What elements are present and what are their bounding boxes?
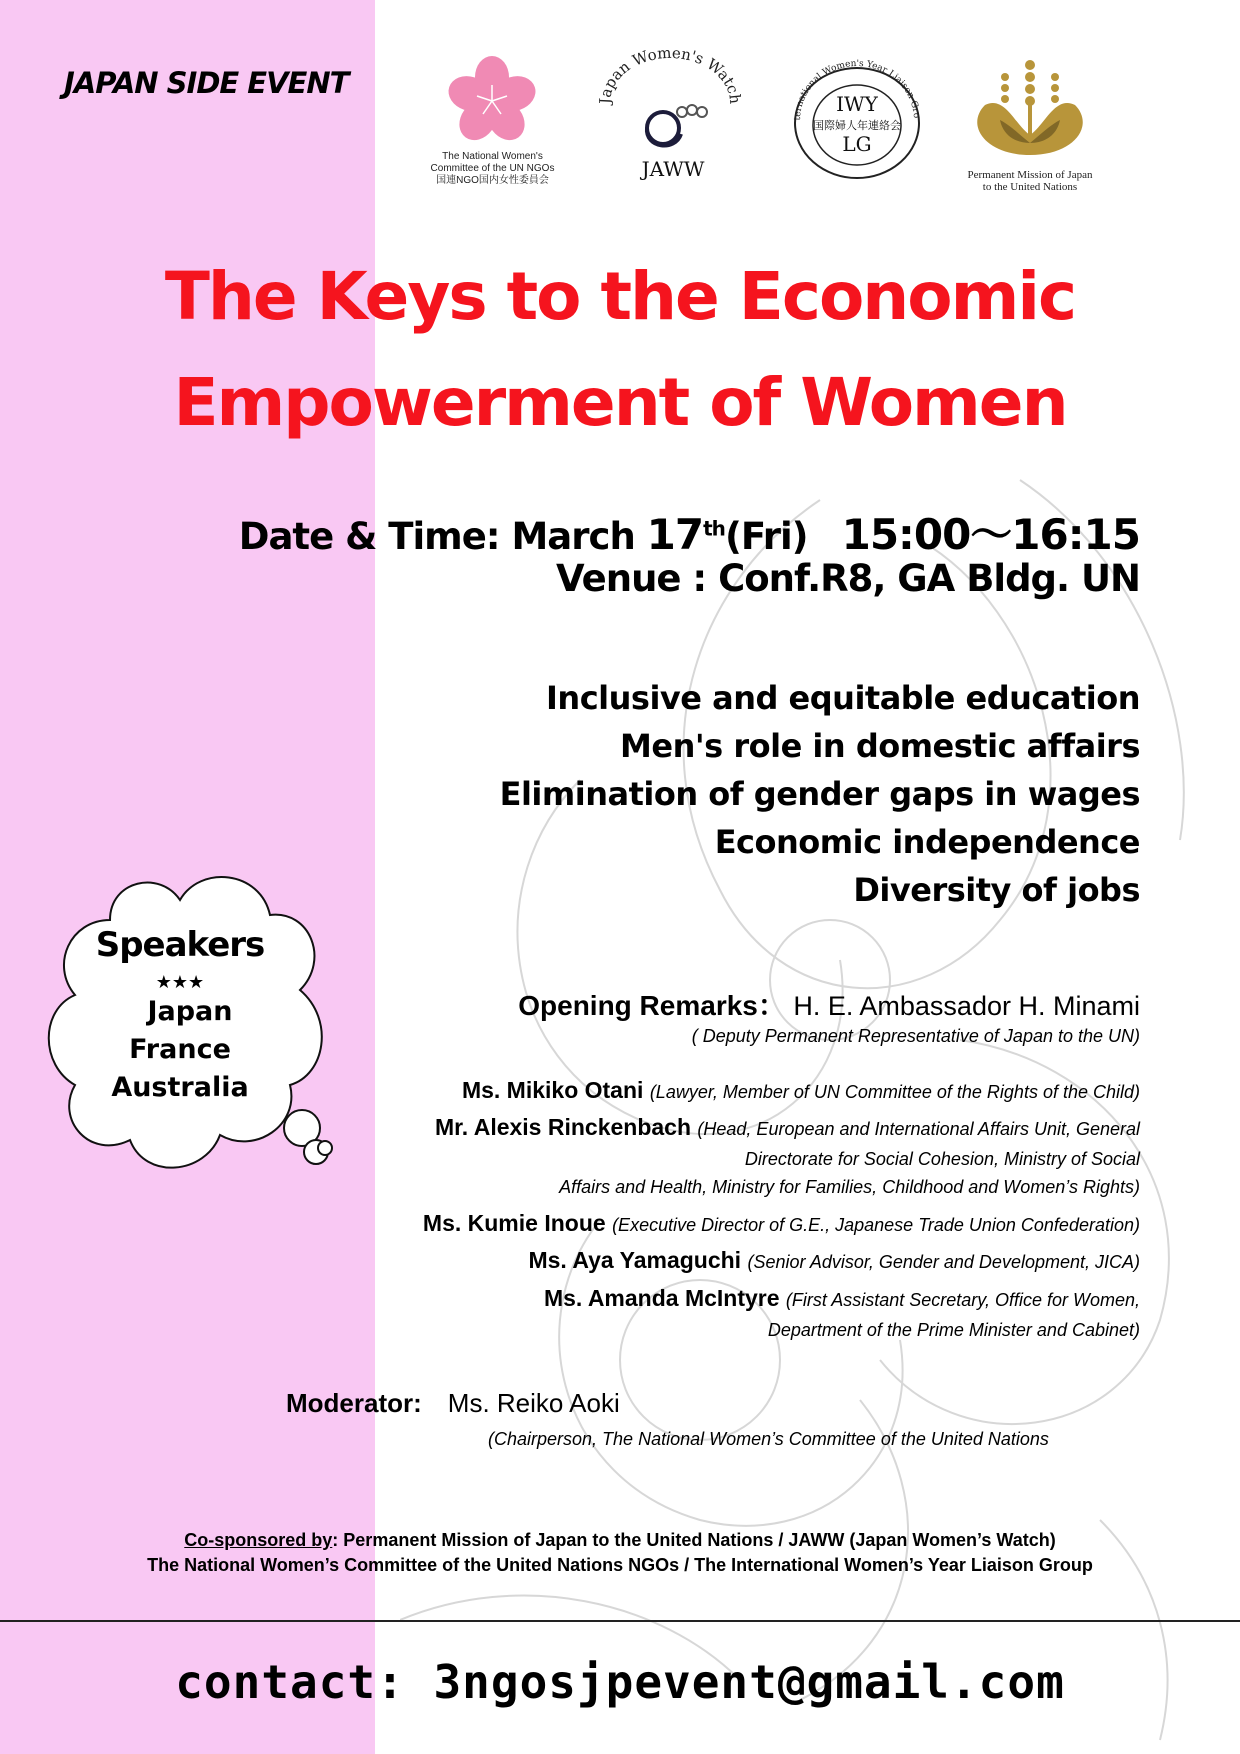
speaker-row	[462, 1077, 1140, 1104]
cloud-title: Speakers	[95, 925, 265, 965]
cosponsor-line-2: The National Women’s Committee of the United Nations NGOs / The International Women’s Year Liaison Group	[147, 1555, 1093, 1575]
logo-caption-line: to the United Nations	[982, 181, 1078, 193]
moderator-name: Ms. Reiko Aoki	[447, 1388, 620, 1418]
speakers-cloud-icon	[40, 860, 340, 1200]
cosponsor-label: Co-sponsored by	[184, 1530, 333, 1550]
title-line-1: The Keys to the Economic	[164, 258, 1076, 335]
speaker-affiliation: (Executive Director of G.E., Japanese Trade Union Confederation)	[612, 1215, 1140, 1235]
iwy-line2: 国際婦人年連絡会	[813, 119, 901, 132]
topic-item: Elimination of gender gaps in wages	[499, 775, 1140, 813]
speaker-affiliation: (First Assistant Secretary, Office for Women,	[785, 1290, 1140, 1310]
jaww-arc-text: Japan Women's Watch	[595, 48, 745, 105]
cloud-stars: ★★★	[155, 972, 205, 993]
opening-note: ( Deputy Permanent Representative of Japan to the UN)	[691, 1026, 1140, 1046]
speaker-affiliation: (Senior Advisor, Gender and Development, JICA)	[747, 1252, 1140, 1272]
event-tag: JAPAN SIDE EVENT	[64, 66, 349, 100]
contact-email: contact: 3ngosjpevent@gmail.com	[175, 1655, 1065, 1709]
speaker-name: Mr. Alexis Rinckenbach	[434, 1114, 692, 1140]
iwy-line1: IWY	[836, 92, 878, 116]
iwy-line3: LG	[842, 132, 872, 156]
cosponsor-text: : Permanent Mission of Japan to the United Nations / JAWW (Japan Women’s Watch)	[332, 1530, 1056, 1550]
cloud-country: Australia	[111, 1072, 249, 1103]
logo-caption-line: Committee of the UN NGOs	[430, 163, 555, 174]
topic-item: Men's role in domestic affairs	[620, 727, 1140, 765]
speaker-row	[435, 1114, 1140, 1141]
speaker-affiliation: (Lawyer, Member of UN Committee of the Rights of the Child)	[649, 1082, 1140, 1102]
date-weekday: (Fri)	[724, 515, 808, 558]
opening-label: Opening Remarks：	[518, 990, 786, 1021]
speaker-row	[423, 1210, 1140, 1237]
svg-text:Japan Women's Watch	[596, 48, 744, 106]
iwy-ring-text: ternational Women's Year Liaison Gro	[792, 58, 922, 121]
cloud-country: France	[129, 1034, 231, 1065]
title-line-2: Empowerment of Women	[173, 364, 1067, 441]
paulownia-crest-icon	[945, 55, 1115, 165]
speaker-name: Ms. Aya Yamaguchi	[528, 1247, 742, 1273]
date-label: Date & Time: March	[238, 515, 647, 558]
date-day: 17	[646, 510, 704, 559]
speaker-row	[528, 1247, 1140, 1274]
opening-remarks	[518, 984, 1140, 1024]
topic-item: Inclusive and equitable education	[546, 679, 1140, 717]
moderator	[286, 1388, 620, 1419]
speaker-name: Ms. Mikiko Otani	[461, 1077, 644, 1103]
cosponsor-line-1	[0, 1528, 1240, 1553]
topic-item: Diversity of jobs	[853, 871, 1140, 909]
cloud-country: Japan	[147, 996, 233, 1027]
logo-national-womens-committee	[415, 55, 570, 190]
moderator-label: Moderator:	[286, 1388, 422, 1418]
jaww-label: JAWW	[641, 157, 705, 181]
speaker-row	[544, 1285, 1140, 1312]
logo-caption-line: 国連NGO国内女性委員会	[436, 175, 549, 186]
logo-jaww	[585, 48, 755, 188]
speaker-name: Ms. Amanda McIntyre	[543, 1285, 780, 1311]
logo-caption-line: The National Women's	[442, 151, 543, 162]
logo-permanent-mission	[945, 55, 1115, 195]
iwy-seal-icon	[790, 55, 925, 180]
opening-name: H. E. Ambassador H. Minami	[785, 991, 1140, 1021]
date-time	[239, 502, 1140, 562]
venue: Venue : Conf.R8, GA Bldg. UN	[556, 557, 1140, 600]
moderator-note: (Chairperson, The National Women’s Committee of the United Nations	[488, 1429, 1049, 1449]
logo-iwy-lg	[790, 55, 925, 180]
speaker-affiliation: Directorate for Social Cohesion, Ministry of Social	[744, 1149, 1140, 1169]
speaker-affiliation: Department of the Prime Minister and Cabinet)	[767, 1320, 1140, 1340]
date-suffix: th	[703, 516, 725, 541]
divider	[0, 1620, 1240, 1622]
logo-caption-line: Permanent Mission of Japan	[967, 169, 1093, 181]
speaker-affiliation: (Head, European and International Affairs Unit, General	[697, 1119, 1140, 1139]
speaker-affiliation: Affairs and Health, Ministry for Families, Childhood and Women’s Rights)	[559, 1177, 1140, 1197]
event-time: 15:00～16:15	[841, 510, 1140, 559]
sakura-icon	[415, 55, 570, 145]
jaww-emblem-icon	[585, 48, 755, 188]
topic-item: Economic independence	[714, 823, 1140, 861]
speaker-name: Ms. Kumie Inoue	[422, 1210, 606, 1236]
